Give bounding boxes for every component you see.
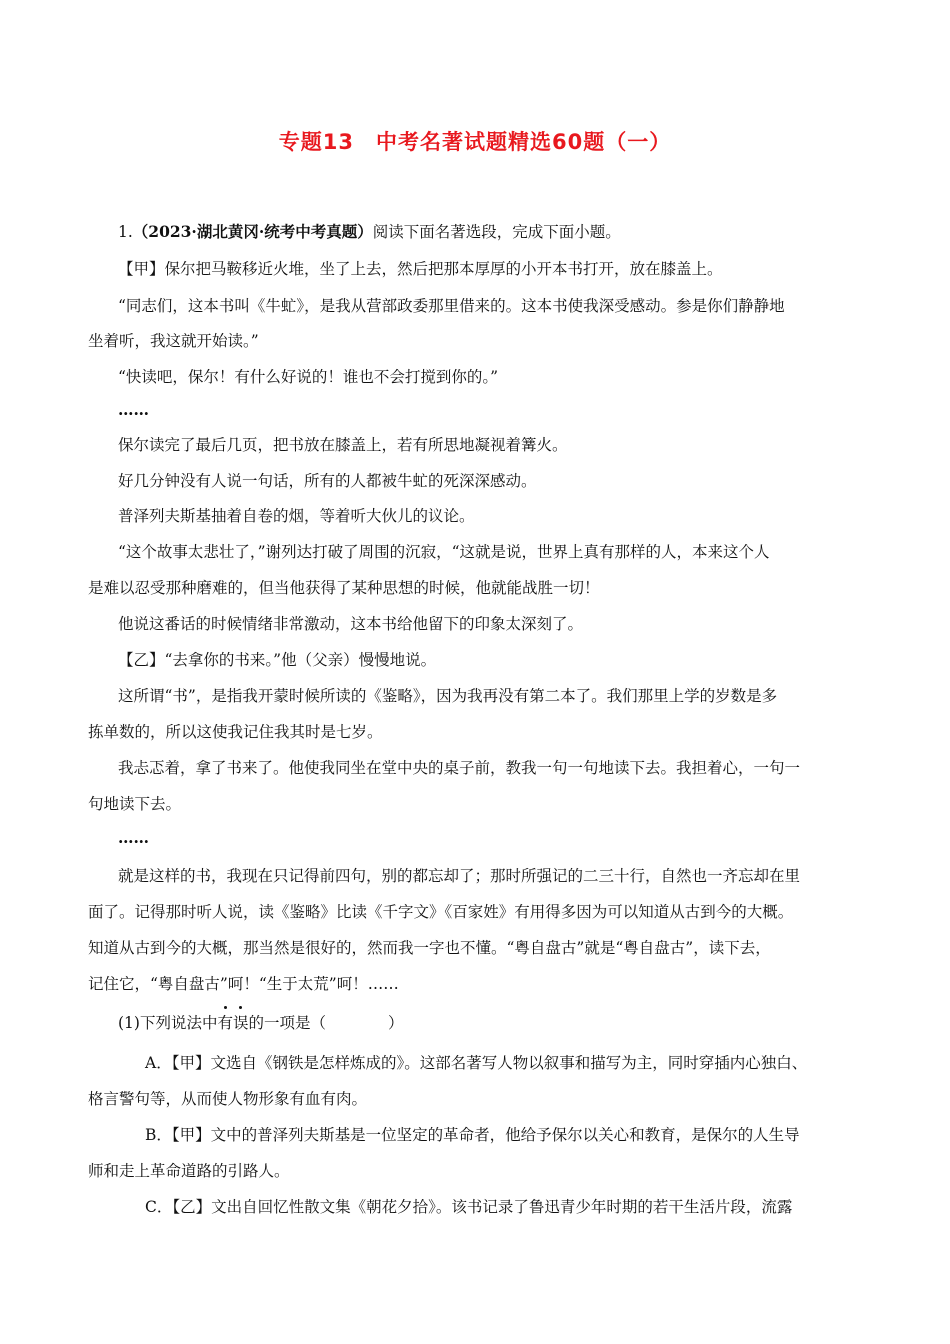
passage-paragraph: 拣单数的，所以这使我记住我其时是七岁。 [88,723,383,741]
option-a: 格言警句等，从而使人物形象有血有肉。 [88,1090,368,1108]
stem-text: 的一项是（ ） [248,1014,404,1032]
passage-paragraph: 他说这番话的时候情绪非常激动，这本书给他留下的印象太深刻了。 [118,615,584,633]
passage-paragraph: 【乙】“去拿你的书来。”他（父亲）慢慢地说。 [118,651,437,669]
stem-text: (1)下列说法中 [118,1014,218,1032]
passage-paragraph: 知道从古到今的大概，那当然是很好的，然而我一字也不懂。“粤自盘古”就是“粤自盘古”，读下去， [88,939,771,957]
passage-paragraph: “同志们，这本书叫《牛虻》，是我从营部政委那里借来的。这本书使我深受感动。参是你们静静地 [118,297,785,315]
passage-paragraph: 我忐忑着，拿了书来了。他使我同坐在堂中央的桌子前，教我一句一句地读下去。我担着心，一句一 [118,759,801,777]
passage-ellipsis: …… [118,400,149,419]
passage-paragraph: 普泽列夫斯基抽着自卷的烟，等着听大伙儿的议论。 [118,507,475,525]
question-instruction: 阅读下面名著选段，完成下面小题。 [372,223,621,241]
emphasis-char: 有 [217,1014,233,1032]
option-c: C．【乙】文出自回忆性散文集《朝花夕拾》。该书记录了鲁迅青少年时期的若干生活片段，流露 [145,1198,793,1216]
passage-paragraph: 这所谓“书”，是指我开蒙时候所读的《鉴略》，因为我再没有第二本了。我们那里上学的岁数是多 [118,687,778,705]
passage-paragraph: 【甲】保尔把马鞍移近火堆，坐了上去，然后把那本厚厚的小开本书打开，放在膝盖上。 [118,260,723,278]
option-b: 师和走上革命道路的引路人。 [88,1162,290,1180]
option-a: A．【甲】文选自《钢铁是怎样炼成的》。这部名著写人物以叙事和描写为主，同时穿插内心独白、 [145,1054,808,1072]
passage-paragraph: 保尔读完了最后几页，把书放在膝盖上，若有所思地凝视着篝火。 [118,436,568,454]
emphasis-char: 误 [232,1014,249,1032]
passage-paragraph: 就是这样的书，我现在只记得前四句，别的都忘却了；那时所强记的二三十行，自然也一齐忘却在里 [118,867,801,885]
passage-paragraph: 好几分钟没有人说一句话，所有的人都被牛虻的死深深感动。 [118,472,537,490]
passage-ellipsis: …… [118,828,149,847]
question-header [118,222,621,242]
passage-paragraph: 面了。记得那时听人说，读《鉴略》比读《千字文》《百家姓》有用得多因为可以知道从古到今的大概。 [88,903,794,921]
passage-paragraph: 坐着听，我这就开始读。” [88,332,259,350]
passage-paragraph: “这个故事太悲壮了，”谢列达打破了周围的沉寂，“这就是说，世界上真有那样的人，本来这个人 [118,543,770,561]
question-source: （2023·湖北黄冈·统考中考真题） [132,222,373,241]
page-title: 专题13 中考名著试题精选60题（一） [278,130,672,154]
passage-paragraph: 记住它，“粤自盘古”呵！“生于太荒”呵！…… [88,975,399,993]
passage-paragraph: “快读吧，保尔！有什么好说的！谁也不会打搅到你的。” [118,368,499,386]
sub-question-stem [118,1013,404,1033]
option-b: B．【甲】文中的普泽列夫斯基是一位坚定的革命者，他给予保尔以关心和教育，是保尔的人生导 [145,1126,800,1144]
passage-paragraph: 是难以忍受那种磨难的，但当他获得了某种思想的时候，他就能战胜一切！ [88,579,600,597]
question-number: 1. [118,223,133,241]
passage-paragraph: 句地读下去。 [88,795,182,813]
